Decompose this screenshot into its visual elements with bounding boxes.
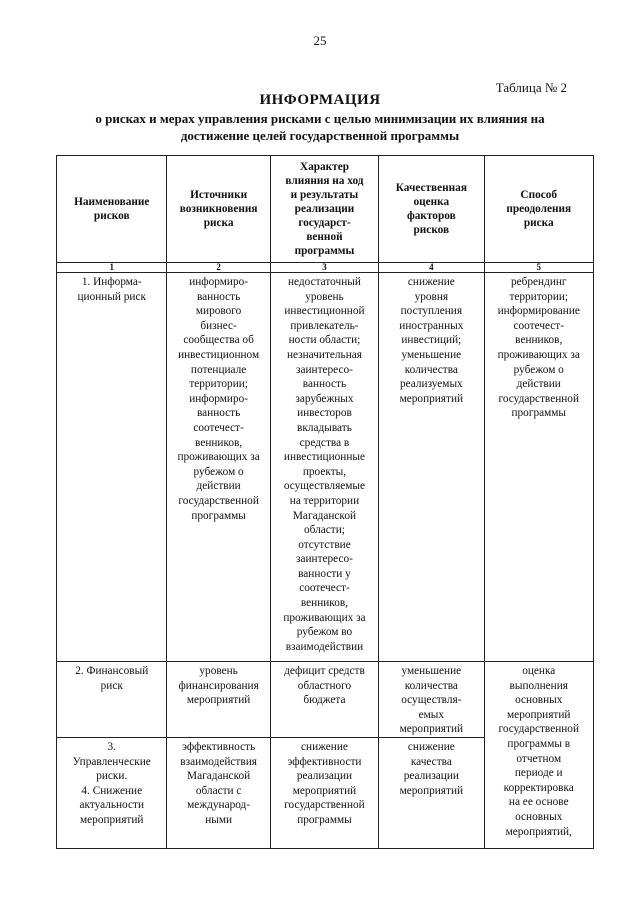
risk-name-cell: 1. Информа- ционный риск — [57, 273, 167, 662]
column-number: 1 — [57, 263, 167, 273]
risk-source-cell: уровень финансирования мероприятий — [167, 662, 270, 738]
column-number: 4 — [379, 263, 484, 273]
document-subtitle: о рисках и мерах управления рисками с целью минимизации их влияния на достижение целей государственной программы — [95, 111, 545, 143]
assessment-cell: снижение уровня поступления иностранных инвестиций; уменьшение количества реализуемых мероприятий — [379, 273, 484, 662]
impact-cell: недостаточный уровень инвестиционной привлекатель- ности области; незначительная заинтересо- ванность зарубежных инвесторов вкладывать средства в инвестиционные проекты, осуществляемые на территории Магаданской области; отсутствие заинтересо- ванности у соотечест- венников, проживающих за рубежом во взаимодействии — [270, 273, 378, 662]
assessment-cell: уменьшение количества осуществля- емых мероприятий — [379, 662, 484, 738]
column-number: 2 — [167, 263, 270, 273]
header-risk-name: Наименование рисков — [57, 156, 167, 263]
risk-source-cell: информиро- ванность мирового бизнес- сообщества об инвестиционном потенциале территории; информиро- ванность соотечест- венников, проживающих за рубежом о действии государственной программы — [167, 273, 270, 662]
page-number: 25 — [313, 33, 327, 48]
column-number-row — [57, 263, 594, 273]
risk-name-cell: 3. Управленческие риски. 4. Снижение актуальности мероприятий — [57, 737, 167, 848]
table-header-row — [57, 156, 594, 263]
risk-source-cell: эффективность взаимодействия Магаданской области с международ- ными — [167, 737, 270, 848]
column-number: 5 — [484, 263, 594, 273]
table-row — [57, 662, 594, 738]
method-cell: ребрендинг территории; информирование соотечест- венников, проживающих за рубежом о действии государственной программы — [484, 273, 594, 662]
header-impact: Характер влияния на ход и результаты реализации государст- венной программы — [270, 156, 378, 263]
table-row — [57, 273, 594, 662]
header-assessment: Качественная оценка факторов рисков — [379, 156, 484, 263]
assessment-cell: снижение качества реализации мероприятий — [379, 737, 484, 848]
impact-cell: снижение эффективности реализации мероприятий государственной программы — [270, 737, 378, 848]
impact-cell: дефицит средств областного бюджета — [270, 662, 378, 738]
header-method: Способ преодоления риска — [484, 156, 594, 263]
document-title: ИНФОРМАЦИЯ — [259, 92, 381, 108]
table-label: Таблица № 2 — [495, 80, 567, 95]
method-cell: оценка выполнения основных мероприятий государственной программы в отчетном периоде и корректировка на ее основе основных мероприятий, — [484, 662, 594, 849]
header-risk-source: Источники возникновения риска — [167, 156, 270, 263]
risk-name-cell: 2. Финансовый риск — [57, 662, 167, 738]
column-number: 3 — [270, 263, 378, 273]
risk-table — [56, 155, 594, 849]
